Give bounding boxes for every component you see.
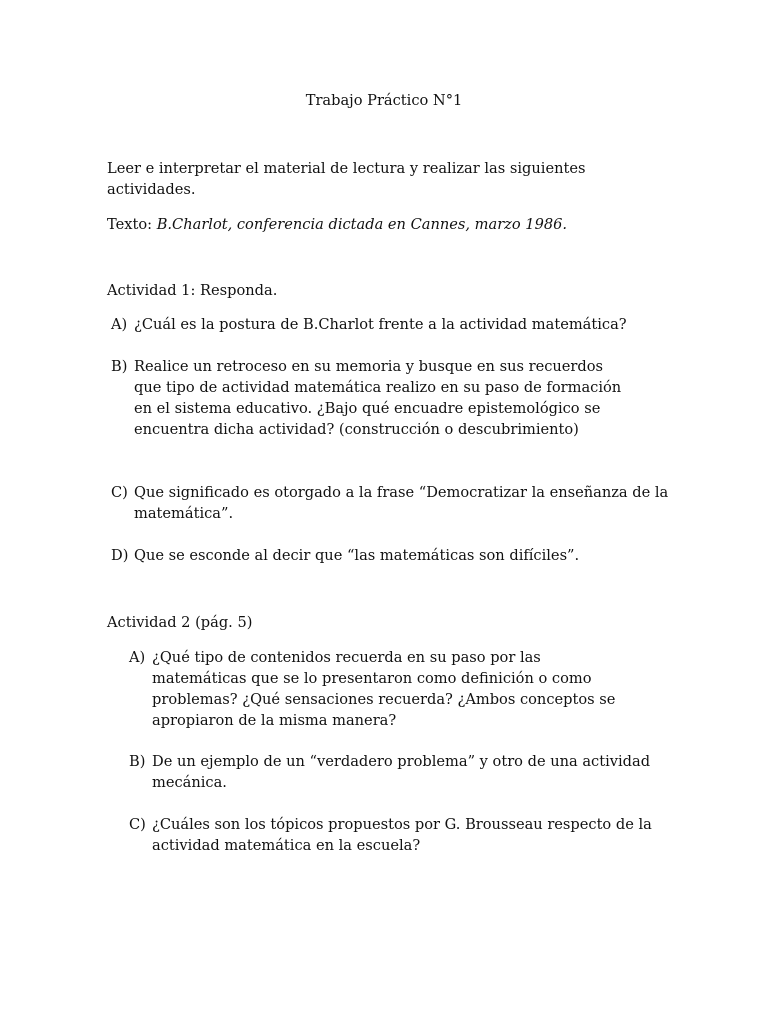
item-letter: B) (129, 753, 146, 770)
text-reference (107, 214, 667, 235)
activity-1-item-a (111, 314, 671, 335)
item-text: ¿Qué tipo de contenidos recuerda en su paso por las matemáticas que se lo presentaron como definición o como problemas? ¿Qué sensaciones recuerda? ¿Ambos conceptos se apropiaron de la misma manera? (152, 649, 616, 729)
item-letter: D) (111, 547, 129, 564)
item-text: Que se esconde al decir que “las matemáticas son difíciles”. (134, 547, 580, 564)
text-reference-citation: B.Charlot, conferencia dictada en Cannes, marzo 1986. (156, 216, 568, 233)
item-text: Que significado es otorgado a la frase “Democratizar la enseñanza de la matemática”. (134, 484, 669, 522)
activity-1-item-b (111, 356, 631, 440)
item-letter: C) (129, 816, 146, 833)
item-text: ¿Cuáles son los tópicos propuestos por G. Brousseau respecto de la actividad matemática en la escuela? (152, 816, 652, 854)
text-reference-label: Texto: (107, 216, 157, 233)
intro-paragraph: Leer e interpretar el material de lectura y realizar las siguientes actividades. (107, 160, 586, 198)
activity-2-item-c (129, 814, 659, 856)
document-title: Trabajo Práctico N°1 (305, 92, 463, 109)
item-text: ¿Cuál es la postura de B.Charlot frente a la actividad matemática? (134, 316, 627, 333)
item-letter: C) (111, 484, 128, 501)
activity-1-heading: Actividad 1: Responda. (107, 282, 278, 299)
activity-2-heading: Actividad 2 (pág. 5) (107, 614, 253, 631)
activity-2-item-b (129, 751, 659, 793)
item-text: De un ejemplo de un “verdadero problema” y otro de una actividad mecánica. (152, 753, 651, 791)
activity-1-item-c (111, 482, 671, 524)
item-letter: B) (111, 358, 128, 375)
item-letter: A) (111, 316, 128, 333)
item-letter: A) (129, 649, 146, 666)
activity-2-item-a (129, 647, 629, 731)
item-text: Realice un retroceso en su memoria y busque en sus recuerdos que tipo de actividad matemática realizo en su paso de formación en el sistema educativo. ¿Bajo qué encuadre epistemológico se encuentra dicha actividad? (construcción o descubrimiento) (134, 358, 622, 438)
activity-1-item-d (111, 545, 671, 566)
